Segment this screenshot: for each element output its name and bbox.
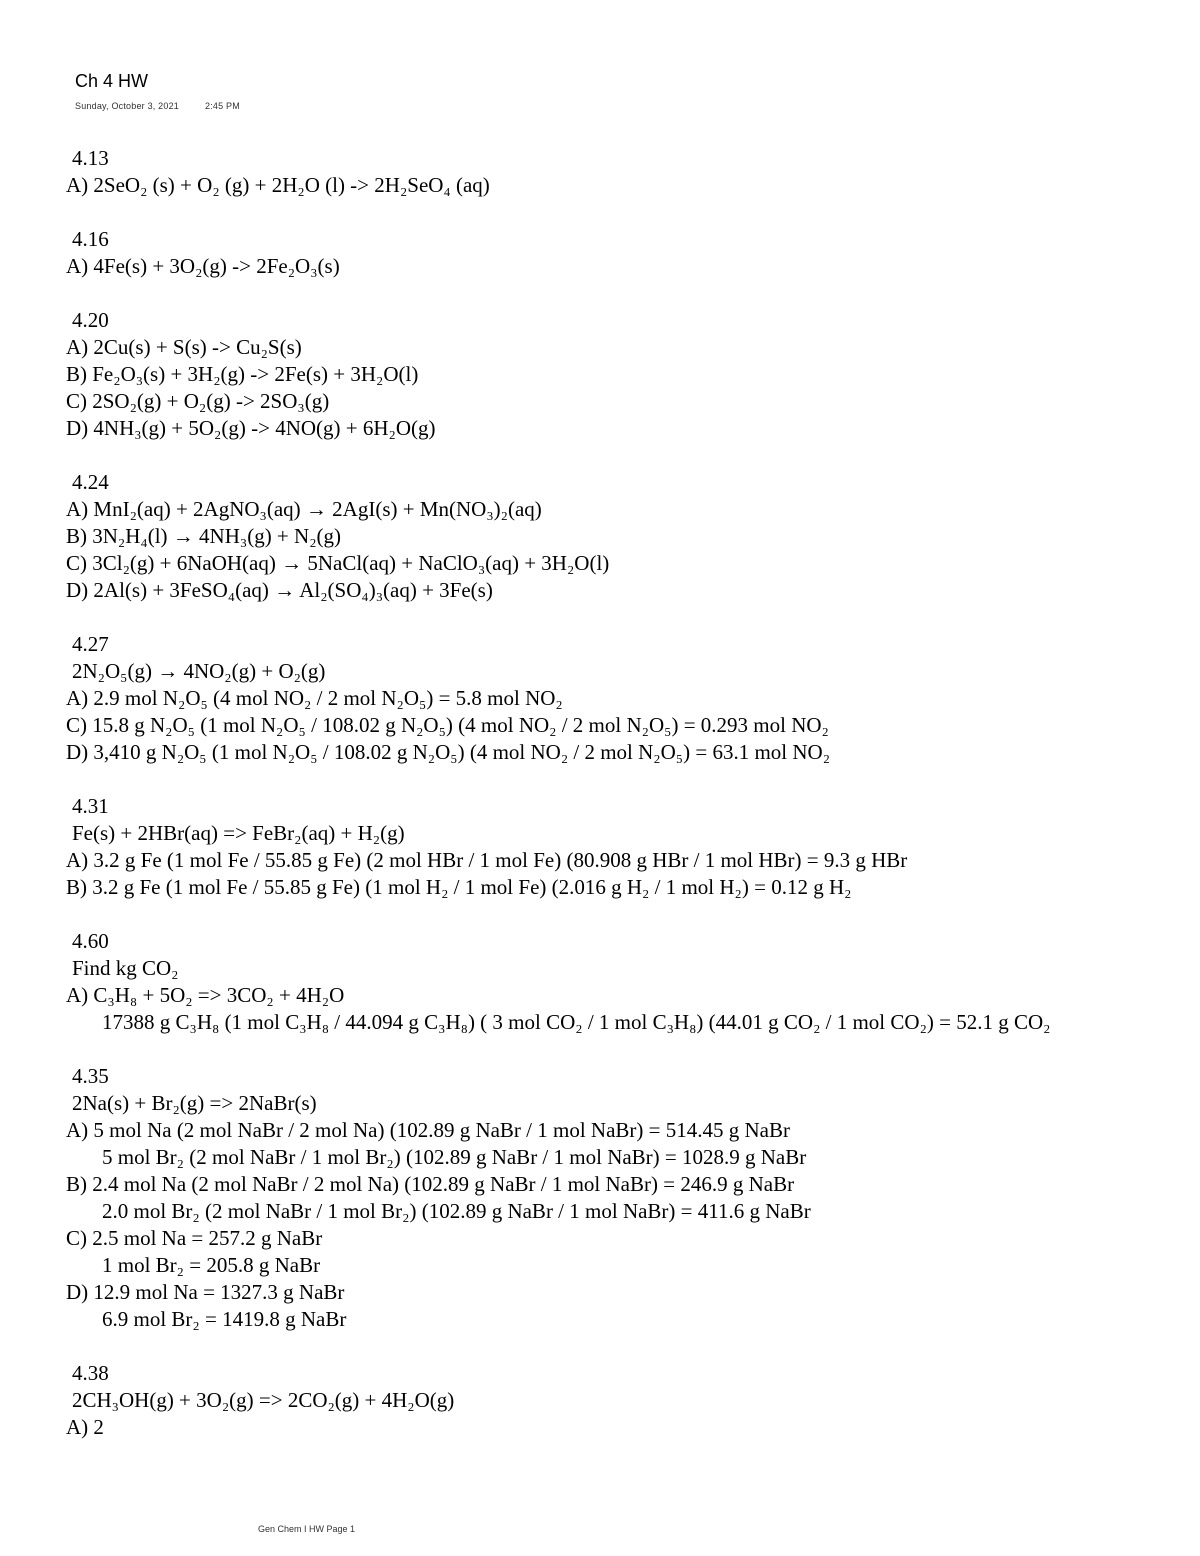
answer-line: A) MnI₂(aq) + 2AgNO₃(aq) → 2AgI(s) + Mn(NO₃)₂(aq) [66, 497, 542, 521]
answer-line: 2.0 mol Br₂ (2 mol NaBr / 1 mol Br₂) (102.89 g NaBr / 1 mol NaBr) = 411.6 g NaBr [102, 1199, 811, 1223]
note-date: Sunday, October 3, 2021 [75, 101, 179, 111]
problem-number: 4.13 [72, 146, 109, 170]
problem-number: 4.60 [72, 929, 109, 953]
answer-line: D) 2Al(s) + 3FeSO₄(aq) → Al₂(SO₄)₃(aq) + 3Fe(s) [66, 578, 493, 602]
problem-equation: Find kg CO₂ [72, 956, 179, 980]
answer-line: B) Fe₂O₃(s) + 3H₂(g) -> 2Fe(s) + 3H₂O(l) [66, 362, 419, 386]
answer-line: A) 2SeO₂ (s) + O₂ (g) + 2H₂O (l) -> 2H₂SeO₄ (aq) [66, 173, 490, 197]
answer-line: A) 4Fe(s) + 3O₂(g) -> 2Fe₂O₃(s) [66, 254, 340, 278]
problem-number: 4.27 [72, 632, 109, 656]
homework-body [66, 145, 1196, 1468]
problem-block [66, 307, 1196, 442]
answer-line: C) 2SO₂(g) + O₂(g) -> 2SO₃(g) [66, 389, 330, 413]
answer-line: B) 3.2 g Fe (1 mol Fe / 55.85 g Fe) (1 mol H₂ / 1 mol Fe) (2.016 g H₂ / 1 mol H₂) = 0.12 g H₂ [66, 875, 852, 899]
answer-line: D) 4NH₃(g) + 5O₂(g) -> 4NO(g) + 6H₂O(g) [66, 416, 436, 440]
problem-block [66, 1063, 1196, 1333]
answer-line: C) 2.5 mol Na = 257.2 g NaBr [66, 1226, 323, 1250]
problem-block [66, 1360, 1196, 1441]
problem-number: 4.38 [72, 1361, 109, 1385]
answer-line: D) 12.9 mol Na = 1327.3 g NaBr [66, 1280, 345, 1304]
answer-line: D) 3,410 g N₂O₅ (1 mol N₂O₅ / 108.02 g N₂O₅) (4 mol NO₂ / 2 mol N₂O₅) = 63.1 mol NO₂ [66, 740, 831, 764]
problem-block [66, 226, 1196, 280]
note-timestamp [75, 101, 240, 111]
page-title: Ch 4 HW [75, 71, 149, 91]
problem-block [66, 928, 1196, 1036]
answer-line: A) 2.9 mol N₂O₅ (4 mol NO₂ / 2 mol N₂O₅) = 5.8 mol NO₂ [66, 686, 563, 710]
answer-line: C) 15.8 g N₂O₅ (1 mol N₂O₅ / 108.02 g N₂O₅) (4 mol NO₂ / 2 mol N₂O₅) = 0.293 mol NO₂ [66, 713, 829, 737]
answer-line: A) 3.2 g Fe (1 mol Fe / 55.85 g Fe) (2 mol HBr / 1 mol Fe) (80.908 g HBr / 1 mol HBr) = 9.3 g HBr [66, 848, 908, 872]
problem-number: 4.16 [72, 227, 109, 251]
problem-equation: 2Na(s) + Br₂(g) => 2NaBr(s) [72, 1091, 317, 1115]
answer-line: B) 3N₂H₄(l) → 4NH₃(g) + N₂(g) [66, 524, 341, 548]
answer-line: A) 2Cu(s) + S(s) -> Cu₂S(s) [66, 335, 302, 359]
answer-line: 1 mol Br₂ = 205.8 g NaBr [102, 1253, 321, 1277]
problem-block [66, 793, 1196, 901]
page-footer: Gen Chem I HW Page 1 [258, 1524, 356, 1534]
problem-number: 4.31 [72, 794, 109, 818]
problem-equation: Fe(s) + 2HBr(aq) => FeBr₂(aq) + H₂(g) [72, 821, 405, 845]
answer-line: B) 2.4 mol Na (2 mol NaBr / 2 mol Na) (102.89 g NaBr / 1 mol NaBr) = 246.9 g NaBr [66, 1172, 795, 1196]
answer-line: A) 5 mol Na (2 mol NaBr / 2 mol Na) (102.89 g NaBr / 1 mol NaBr) = 514.45 g NaBr [66, 1118, 790, 1142]
problem-block [66, 145, 1196, 199]
answer-line: 6.9 mol Br₂ = 1419.8 g NaBr [102, 1307, 347, 1331]
problem-number: 4.35 [72, 1064, 109, 1088]
problem-equation: 2CH₃OH(g) + 3O₂(g) => 2CO₂(g) + 4H₂O(g) [72, 1388, 455, 1412]
answer-line: 17388 g C₃H₈ (1 mol C₃H₈ / 44.094 g C₃H₈) ( 3 mol CO₂ / 1 mol C₃H₈) (44.01 g CO₂ / 1 mol CO₂) = 52.1 g CO₂ [102, 1010, 1051, 1034]
answer-line: C) 3Cl₂(g) + 6NaOH(aq) → 5NaCl(aq) + NaClO₃(aq) + 3H₂O(l) [66, 551, 610, 575]
problem-block [66, 631, 1196, 766]
note-time: 2:45 PM [205, 101, 240, 111]
problem-block [66, 469, 1196, 604]
answer-line: 5 mol Br₂ (2 mol NaBr / 1 mol Br₂) (102.89 g NaBr / 1 mol NaBr) = 1028.9 g NaBr [102, 1145, 807, 1169]
problem-equation: 2N₂O₅(g) → 4NO₂(g) + O₂(g) [72, 659, 326, 683]
problem-number: 4.20 [72, 308, 109, 332]
answer-line: A) C₃H₈ + 5O₂ => 3CO₂ + 4H₂O [66, 983, 345, 1007]
problem-number: 4.24 [72, 470, 109, 494]
answer-line: A) 2 [66, 1415, 104, 1439]
